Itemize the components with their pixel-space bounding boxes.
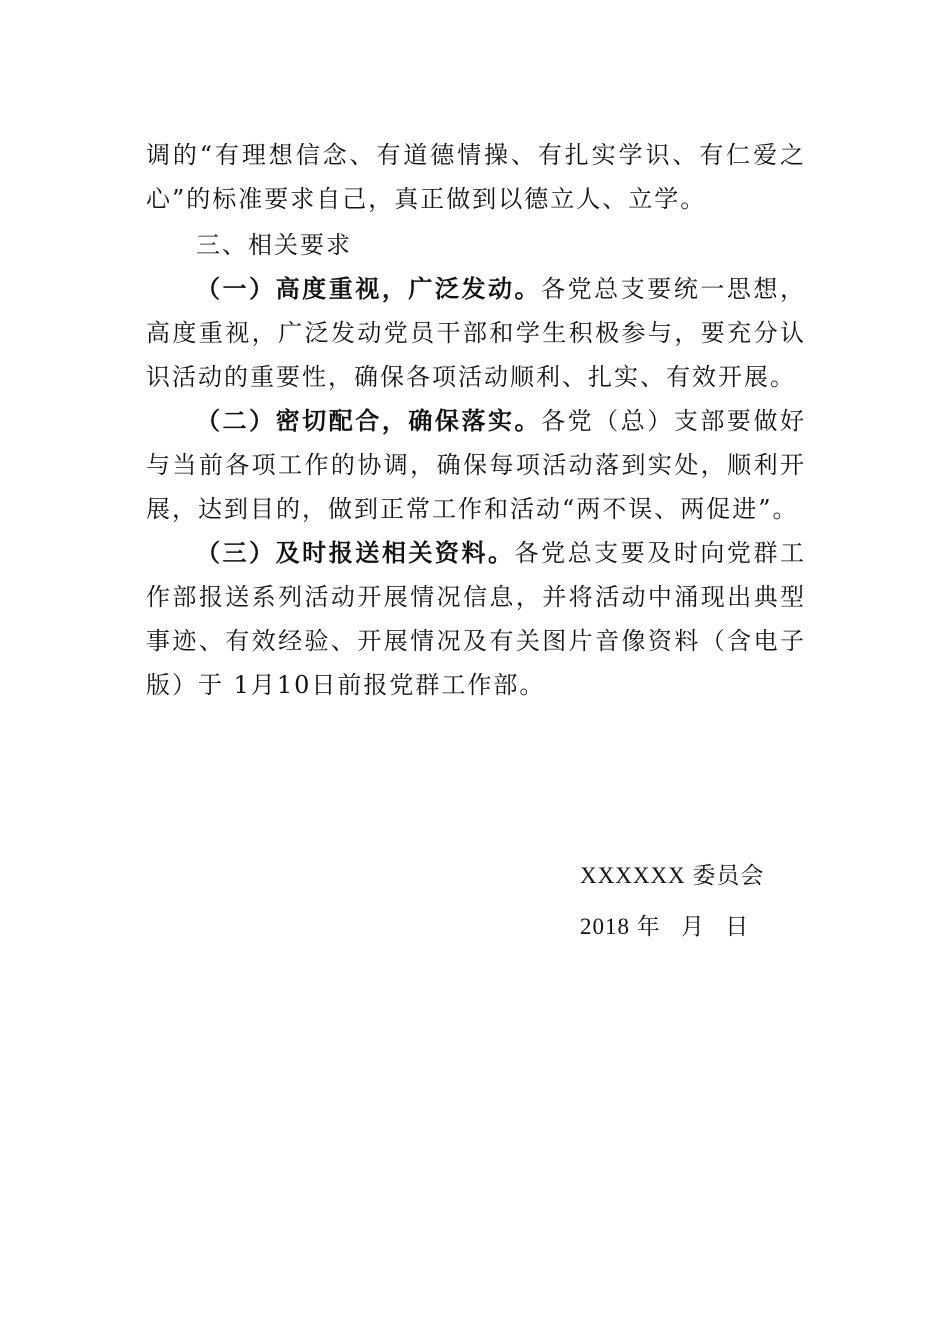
requirement-item-2-lead: （二）密切配合，确保落实。: [196, 406, 542, 435]
signature-date: 2018 年 月 日: [580, 914, 750, 939]
requirement-item-1-body: 各党总支要统一思想，高度重视，广泛发动党员干部和学生积极参与，要充分认识活动的重要性，确保各项活动顺利、扎实、有效开展。: [146, 275, 807, 391]
document-body: [146, 133, 806, 707]
requirement-item-2-body: 各党（总）支部要做好与当前各项工作的协调，确保每项活动落到实处，顺利开展，达到目的，做到正常工作和活动“两不误、两促进”。: [146, 407, 807, 523]
requirement-item-1: [146, 267, 806, 399]
requirement-item-2: [146, 399, 806, 531]
requirement-item-3-lead: （三）及时报送相关资料。: [196, 538, 515, 567]
signature-block: [580, 850, 764, 952]
requirement-item-3-body: 各党总支要及时向党群工作部报送系列活动开展情况信息，并将活动中涌现出典型事迹、有效经验、开展情况及有关图片音像资料（含电子版）于 1月10日前报党群工作部。: [146, 539, 807, 699]
requirement-item-1-lead: （一）高度重视，广泛发动。: [196, 274, 542, 303]
signature-organization: XXXXXX 委员会: [580, 863, 765, 888]
section-heading: 三、相关要求: [196, 231, 352, 259]
continued-paragraph: 调的“有理想信念、有道德情操、有扎实学识、有仁爱之心”的标准要求自己，真正做到以德立人、立学。: [146, 141, 806, 213]
requirement-item-3: [146, 531, 806, 707]
